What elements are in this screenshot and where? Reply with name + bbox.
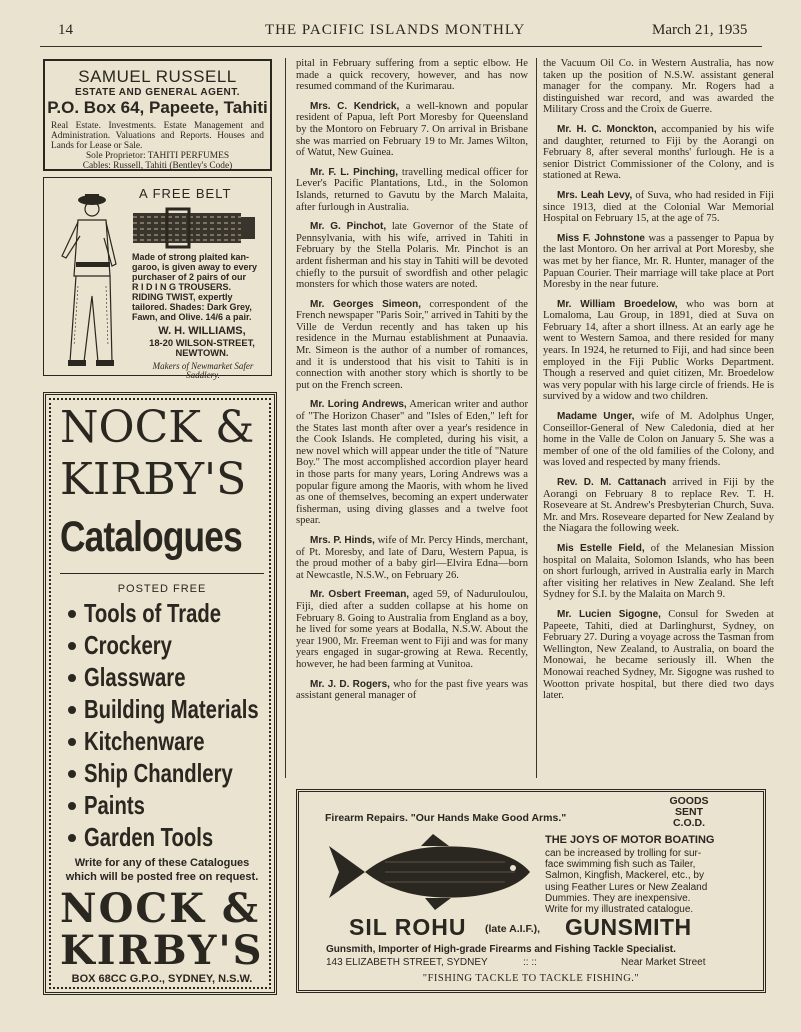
catalogue-item: Paints xyxy=(84,790,145,820)
address-separator: :: :: xyxy=(523,957,537,968)
article-person-name: Mrs. P. Hinds, xyxy=(310,534,375,546)
firearm-repairs: Firearm Repairs. "Our Hands Make Good Arms." xyxy=(325,812,567,824)
sil-rohu-name: SIL ROHU xyxy=(349,914,467,940)
article-paragraph xyxy=(296,101,528,159)
article-person-name: Mr. F. L. Pinching, xyxy=(310,166,399,178)
article-paragraph xyxy=(296,221,528,291)
joys-line: using Feather Lures or New Zealand xyxy=(545,881,708,893)
catalogue-item: Glassware xyxy=(84,662,186,692)
article-paragraph xyxy=(296,679,528,702)
article-text: a well-known and popular resident of Papua, left Port Moresby for Queensland by the Montoro on February 7. On arrival in Brisbane she was married on February 19 to Mr. James Wilton, of Watut, New Guinea. xyxy=(296,100,528,159)
article-paragraph xyxy=(543,609,774,702)
article-person-name: Mrs. Leah Levy, xyxy=(557,189,633,201)
man-illustration xyxy=(48,186,128,371)
nock-logo-2: KIRBY'S xyxy=(60,927,264,974)
article-paragraph xyxy=(543,233,774,291)
article-paragraph xyxy=(543,411,774,469)
catalogue-item: Kitchenware xyxy=(84,726,205,756)
news-column-3 xyxy=(543,58,774,780)
article-paragraph xyxy=(543,543,774,601)
belt-line: Made of strong plaited kan- xyxy=(132,252,250,262)
catalogue-item: Crockery xyxy=(84,630,172,660)
importer-line: Gunsmith, Importer of High-grade Firearms and Fishing Tackle Specialist. xyxy=(326,944,676,955)
article-text: who for the past five years was assistant general manager of xyxy=(296,678,528,702)
belt-makers-1: Makers of Newmarket Safer xyxy=(152,361,254,371)
goods-line: GOODS xyxy=(669,795,709,807)
catalogue-item: Garden Tools xyxy=(84,822,214,852)
nock-heading-catalogues: Catalogues xyxy=(60,513,242,561)
catalogue-item: Ship Chandlery xyxy=(84,758,233,788)
belt-line: tailored. Shades: Dark Grey, xyxy=(132,302,252,312)
bullet xyxy=(68,834,76,842)
nock-kirby-advert xyxy=(43,392,277,995)
goods-line: C.O.D. xyxy=(672,817,706,829)
goods-line: SENT xyxy=(674,806,703,818)
article-paragraph xyxy=(543,190,774,225)
fish-illustration xyxy=(325,832,551,914)
bullet xyxy=(68,706,76,714)
article-text: correspondent of the French newspaper "Paris Soir," arrived in Tahiti by the Ville de Verdun recently and has taken up his residence in the Murnau establishment at Punaavia. Mr. Simeon is the author of a number of romances, and it is understood that his visit to Tahiti is in connection with another story which is shortly to be put on the French screen. xyxy=(296,298,528,391)
russell-name: SAMUEL RUSSELL xyxy=(78,67,237,86)
article-person-name: Mr. H. C. Monckton, xyxy=(557,123,657,135)
belt-firm: W. H. WILLIAMS, xyxy=(158,325,246,337)
article-person-name: Mr. Lucien Sigogne, xyxy=(557,608,661,620)
catalogue-item: Building Materials xyxy=(84,694,259,724)
belt-address xyxy=(136,338,268,358)
russell-advert xyxy=(43,59,272,171)
article-person-name: Mr. Loring Andrews, xyxy=(310,399,407,411)
bullet xyxy=(68,738,76,746)
nock-heading-2: KIRBY'S xyxy=(60,454,247,505)
belt-address-1: 18-20 WILSON-STREET, xyxy=(149,337,255,348)
article-text: wife of M. Adolphus Unger, Conseillor-General of New Caledonia, died at her home in the Valle de Colon on January 5. She was a member of one of the old families of the Colony, and was loved and respected by many friends. xyxy=(543,411,774,469)
page-number: 14 xyxy=(58,22,73,38)
belt-illustration xyxy=(133,207,255,249)
bullet xyxy=(68,642,76,650)
russell-proprietor: Sole Proprietor: TAHITI PERFUMES xyxy=(85,151,230,161)
belt-makers-2: Saddlery. xyxy=(186,370,220,380)
article-paragraph xyxy=(296,589,528,670)
belt-title: A FREE BELT xyxy=(139,186,232,201)
article-text: was a passenger to Papua by the last Montoro. On her arrival at Port Moresby, she was met by her fiance, Mr. R. Hunter, manager of the Papuan Courier. Their marriage will take place at Port Moresby in the near future. xyxy=(543,232,774,291)
near-market: Near Market Street xyxy=(621,957,706,968)
belt-line: purchaser of 2 pairs of our xyxy=(132,272,247,282)
late-aif: (late A.I.F.), xyxy=(485,923,541,935)
article-text: aged 59, of Naduruloulou, Fiji, died after a sudden collapse at his home on February 8. Going to Australia from England as a boy, he lived for some years at Bodalla, N.S.W. About the year 1900, Mr. Freeman went to Fiji and was for many years engaged in sugar-growing at Rewa. Recently, however, he had been farming at Vunitoa. xyxy=(296,589,528,670)
article-text: travelling medical officer for Lever's Pacific Plantations, Ltd., in the Solomon Islands, returned to Gavutu by the March Malaita, after furlough in Australia. xyxy=(296,166,528,213)
article-text: late Governor of the State of Pennsylvania, with his wife, arrived in Tahiti in February by the Stella Polaris. Mr. Pinchot is an ardent fisherman and his stay in Tahiti will be devoted chiefly to the pursuit of swordfish and other pelagic monsters for which those waters are noted. xyxy=(296,221,528,291)
joys-line: Salmon, Kingfish, Mackerel, etc., by xyxy=(545,870,704,882)
article-person-name: Rev. D. M. Cattanach xyxy=(557,477,667,488)
belt-line: garoo, is given away to every xyxy=(132,262,258,272)
russell-body: Real Estate. Investments. Estate Management and Administration. Valuations and Reports. Houses and Lands for Lease or Sale. xyxy=(51,121,264,151)
article-text: pital in February suffering from a septic elbow. He made a quick recovery, however, and has now resumed command of the Kurimarau. xyxy=(296,58,528,93)
article-paragraph xyxy=(296,399,528,527)
write-line-2: which will be posted free on request. xyxy=(65,871,259,883)
article-paragraph xyxy=(296,299,528,392)
article-person-name: Mrs. C. Kendrick, xyxy=(310,100,400,112)
article-text: of the Melanesian Mission hospital on Malaita, Solomon Islands, who has been on short furlough, arrived in Australia early in March after visiting her relatives in New Zealand. She left Sydney for S.I. by the Malaita on March 9. xyxy=(543,542,774,601)
russell-subtitle: ESTATE AND GENERAL AGENT. xyxy=(74,87,241,98)
bullet xyxy=(68,610,76,618)
belt-line: RIDING TWIST, expertly xyxy=(132,292,233,302)
article-text: Consul for Sweden at Papeete, Tahiti, died at Darlinghurst, Sydney, on February 27. During a voyage across the Tasman from Wellington, New Zealand, to Australia, on board the Monowai, he became seriously ill. When the Monowai reached Sydney, Mr. Sigogne was rushed to Wootton private hospital, but there died two days later. xyxy=(543,608,774,702)
article-text: the Vacuum Oil Co. in Western Australia, has now taken up the position of N.S.W. assistant general manager for the company. Mr. Rogers had a distinguished war record, and was awarded the Military Cross and the Croix de Guerre. xyxy=(543,58,774,116)
belt-line: Fawn, and Olive. 14/6 a pair. xyxy=(132,312,252,322)
free-belt-advert xyxy=(43,177,272,380)
belt-makers xyxy=(136,362,270,380)
gunsmith-heading: GUNSMITH xyxy=(565,914,692,940)
publication-title: THE PACIFIC ISLANDS MONTHLY xyxy=(265,22,526,38)
bullet xyxy=(68,674,76,682)
joys-line: can be increased by trolling for sur- xyxy=(545,848,702,859)
street-address: 143 ELIZABETH STREET, SYDNEY xyxy=(326,957,488,968)
belt-address-2: NEWTOWN. xyxy=(175,347,229,358)
joys-body xyxy=(545,848,707,915)
joys-line: Dummies. They are inexpensive. xyxy=(545,892,691,904)
goods-sent-cod xyxy=(659,796,719,829)
bullet xyxy=(68,770,76,778)
joys-line: Write for my illustrated catalogue. xyxy=(545,904,694,916)
article-person-name: Mis Estelle Field, xyxy=(557,542,645,554)
sil-rohu-advert xyxy=(296,789,766,993)
joys-line: face swimming fish such as Tailer, xyxy=(545,859,696,871)
article-person-name: Mr. G. Pinchot, xyxy=(310,221,387,233)
joys-heading: THE JOYS OF MOTOR BOATING xyxy=(545,834,715,846)
article-paragraph xyxy=(543,124,774,182)
nock-box-address: BOX 68CC G.P.O., SYDNEY, N.S.W. xyxy=(71,973,253,985)
article-person-name: Mr. William Broedelow, xyxy=(557,298,678,310)
article-person-name: Miss F. Johnstone xyxy=(557,232,645,244)
article-paragraph xyxy=(543,58,774,116)
article-text: who was born at Lomaloma, Lau Group, in 1891, died at Suva on February 14, after a short illness. At an early age he went to Western Samoa, and there resided for many years. In 1924, he returned to Fiji, and had since been employed in the Fiji Public Works Department. Though a reserved and quiet citizen, Mr. Broedelow was very popular with his large circle of friends. He is survived by a widow and two children. xyxy=(543,298,774,403)
article-paragraph xyxy=(296,535,528,581)
nock-divider xyxy=(60,573,264,574)
russell-cables: Cables: Russell, Tahiti (Bentley's Code) xyxy=(82,161,233,171)
rohu-slogan: "FISHING TACKLE TO TACKLE FISHING." xyxy=(422,973,640,984)
article-person-name: Madame Unger, xyxy=(557,411,635,423)
article-person-name: Mr. Osbert Freeman, xyxy=(310,589,410,601)
header-rule xyxy=(40,46,762,47)
belt-description xyxy=(132,252,270,322)
article-person-name: Mr. Georges Simeon, xyxy=(310,298,421,310)
article-text: arrived in Fiji by the Aorangi on February 8 to replace Rev. T. H. Roseveare at St. Andrew's Presbyterian Church, Suva. Mr. and Mrs. Roseveare departed for New Zealand by the Niagara the following week. xyxy=(543,477,774,535)
news-column-2 xyxy=(296,58,528,780)
russell-po-box: P.O. Box 64, Papeete, Tahiti xyxy=(47,98,268,117)
catalogue-item: Tools of Trade xyxy=(84,598,222,628)
article-paragraph xyxy=(543,477,774,535)
article-text: American writer and author of "The Horizon Chaser" and "Isles of Eden," left for the States last month after over a year's residence in the Cook Islands. He completed, during his visit, a new novel which will appear under the title of "Nature Boy." The most accomplished accordion player heard in those parts for many years, Loring Andrews was a popular figure among the Maoris, with whom he lived as one of themselves, becoming an expert underwater fisherman, using diving glasses and a twelve foot spear. xyxy=(296,399,528,527)
article-paragraph xyxy=(543,299,774,403)
article-text: of Suva, who had resided in Fiji since 1913, died at the Colonial War Memorial Hospital on February 15, at the age of 75. xyxy=(543,189,774,225)
nock-logo-1: NOCK & xyxy=(60,885,261,932)
column-rule xyxy=(536,58,537,778)
belt-line: R I D I N G TROUSERS. xyxy=(132,282,232,292)
nock-heading-1: NOCK & xyxy=(60,402,255,453)
article-text: accompanied by his wife and daughter, returned to Fiji by the Aorangi on February 8, after several months' furlough. He is a senior District Commissioner of the Colony, and is stationed at Rewa. xyxy=(543,123,774,182)
bullet xyxy=(68,802,76,810)
column-rule xyxy=(285,58,286,778)
article-paragraph xyxy=(296,167,528,213)
write-line-1: Write for any of these Catalogues xyxy=(74,857,250,869)
posted-free: POSTED FREE xyxy=(117,583,207,595)
article-person-name: Mr. J. D. Rogers, xyxy=(310,678,390,690)
article-paragraph xyxy=(296,58,528,93)
article-text: wife of Mr. Percy Hinds, merchant, of Pt. Moresby, and late of Daru, Western Papua, is the proud mother of a baby girl—Elvira Edna—born at Newcastle, N.S.W., on February 26. xyxy=(296,534,528,581)
issue-date: March 21, 1935 xyxy=(652,22,748,38)
